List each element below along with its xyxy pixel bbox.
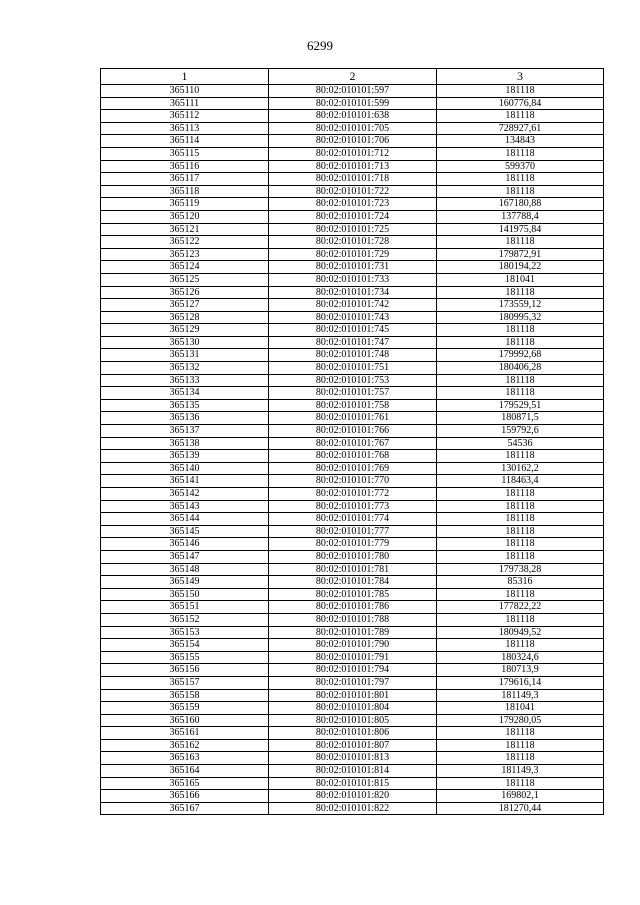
row-number-cell: 365151	[101, 601, 269, 614]
cadastral-number-cell: 80:02:010101:788	[269, 613, 437, 626]
table-row	[101, 135, 604, 148]
value-cell: 180324,6	[437, 651, 604, 664]
row-number-cell: 365154	[101, 639, 269, 652]
cadastral-number-cell: 80:02:010101:769	[269, 462, 437, 475]
row-number-cell: 365164	[101, 765, 269, 778]
table-row	[101, 399, 604, 412]
value-cell: 179992,68	[437, 349, 604, 362]
value-cell: 180995,32	[437, 311, 604, 324]
row-number-cell: 365123	[101, 248, 269, 261]
cadastral-number-cell: 80:02:010101:807	[269, 739, 437, 752]
row-number-cell: 365111	[101, 97, 269, 110]
value-cell: 181118	[437, 336, 604, 349]
column-header-1: 1	[101, 69, 269, 85]
cadastral-number-cell: 80:02:010101:786	[269, 601, 437, 614]
cadastral-number-cell: 80:02:010101:597	[269, 85, 437, 98]
table-row	[101, 739, 604, 752]
cadastral-number-cell: 80:02:010101:774	[269, 513, 437, 526]
cadastral-number-cell: 80:02:010101:781	[269, 563, 437, 576]
table-row	[101, 387, 604, 400]
row-number-cell: 365121	[101, 223, 269, 236]
value-cell: 181118	[437, 588, 604, 601]
value-cell: 599370	[437, 160, 604, 173]
table-row	[101, 210, 604, 223]
row-number-cell: 365125	[101, 273, 269, 286]
value-cell: 173559,12	[437, 299, 604, 312]
cadastral-number-cell: 80:02:010101:722	[269, 185, 437, 198]
table-row	[101, 198, 604, 211]
table-row	[101, 513, 604, 526]
table-row	[101, 286, 604, 299]
value-cell: 181118	[437, 236, 604, 249]
table-row	[101, 689, 604, 702]
cadastral-number-cell: 80:02:010101:734	[269, 286, 437, 299]
row-number-cell: 365148	[101, 563, 269, 576]
table-row	[101, 525, 604, 538]
page-number: 6299	[307, 38, 333, 53]
cadastral-number-cell: 80:02:010101:705	[269, 122, 437, 135]
row-number-cell: 365135	[101, 399, 269, 412]
table-row	[101, 437, 604, 450]
table-row	[101, 236, 604, 249]
table-row	[101, 173, 604, 186]
table-row	[101, 588, 604, 601]
cadastral-number-cell: 80:02:010101:745	[269, 324, 437, 337]
cadastral-number-cell: 80:02:010101:789	[269, 626, 437, 639]
value-cell: 181270,44	[437, 802, 604, 815]
table-row	[101, 626, 604, 639]
value-cell: 181118	[437, 387, 604, 400]
row-number-cell: 365156	[101, 664, 269, 677]
table-row	[101, 563, 604, 576]
value-cell: 181041	[437, 273, 604, 286]
table-row	[101, 185, 604, 198]
row-number-cell: 365166	[101, 790, 269, 803]
row-number-cell: 365146	[101, 538, 269, 551]
table-row	[101, 248, 604, 261]
value-cell: 181118	[437, 185, 604, 198]
row-number-cell: 365113	[101, 122, 269, 135]
row-number-cell: 365118	[101, 185, 269, 198]
value-cell: 181118	[437, 110, 604, 123]
cadastral-number-cell: 80:02:010101:784	[269, 576, 437, 589]
table-row	[101, 374, 604, 387]
table-row	[101, 538, 604, 551]
table-row	[101, 336, 604, 349]
value-cell: 180713,9	[437, 664, 604, 677]
table-row	[101, 160, 604, 173]
cadastral-number-cell: 80:02:010101:706	[269, 135, 437, 148]
cadastral-number-cell: 80:02:010101:751	[269, 362, 437, 375]
row-number-cell: 365158	[101, 689, 269, 702]
cadastral-number-cell: 80:02:010101:767	[269, 437, 437, 450]
value-cell: 181118	[437, 450, 604, 463]
value-cell: 181149,3	[437, 689, 604, 702]
value-cell: 181118	[437, 488, 604, 501]
row-number-cell: 365140	[101, 462, 269, 475]
row-number-cell: 365143	[101, 500, 269, 513]
cadastral-value-table	[100, 68, 604, 815]
cadastral-number-cell: 80:02:010101:813	[269, 752, 437, 765]
row-number-cell: 365110	[101, 85, 269, 98]
table-row	[101, 349, 604, 362]
value-cell: 181118	[437, 324, 604, 337]
cadastral-number-cell: 80:02:010101:822	[269, 802, 437, 815]
cadastral-number-cell: 80:02:010101:729	[269, 248, 437, 261]
row-number-cell: 365124	[101, 261, 269, 274]
table-row	[101, 97, 604, 110]
cadastral-number-cell: 80:02:010101:728	[269, 236, 437, 249]
cadastral-number-cell: 80:02:010101:772	[269, 488, 437, 501]
row-number-cell: 365167	[101, 802, 269, 815]
row-number-cell: 365163	[101, 752, 269, 765]
row-number-cell: 365119	[101, 198, 269, 211]
table-row	[101, 110, 604, 123]
row-number-cell: 365155	[101, 651, 269, 664]
value-cell: 179616,14	[437, 676, 604, 689]
table-row	[101, 714, 604, 727]
row-number-cell: 365141	[101, 475, 269, 488]
table-body	[101, 85, 604, 815]
table-row	[101, 450, 604, 463]
cadastral-number-cell: 80:02:010101:724	[269, 210, 437, 223]
table-row	[101, 85, 604, 98]
row-number-cell: 365153	[101, 626, 269, 639]
row-number-cell: 365132	[101, 362, 269, 375]
table-header-row	[101, 69, 604, 85]
row-number-cell: 365126	[101, 286, 269, 299]
cadastral-number-cell: 80:02:010101:805	[269, 714, 437, 727]
value-cell: 130162,2	[437, 462, 604, 475]
value-cell: 180871,5	[437, 412, 604, 425]
row-number-cell: 365128	[101, 311, 269, 324]
row-number-cell: 365116	[101, 160, 269, 173]
value-cell: 181118	[437, 639, 604, 652]
value-cell: 181118	[437, 525, 604, 538]
table-row	[101, 651, 604, 664]
value-cell: 181118	[437, 500, 604, 513]
value-cell: 181118	[437, 739, 604, 752]
cadastral-number-cell: 80:02:010101:733	[269, 273, 437, 286]
value-cell: 181118	[437, 538, 604, 551]
table-row	[101, 601, 604, 614]
table-row	[101, 324, 604, 337]
value-cell: 167180,88	[437, 198, 604, 211]
cadastral-number-cell: 80:02:010101:743	[269, 311, 437, 324]
row-number-cell: 365137	[101, 425, 269, 438]
value-cell: 137788,4	[437, 210, 604, 223]
row-number-cell: 365136	[101, 412, 269, 425]
table-row	[101, 475, 604, 488]
cadastral-number-cell: 80:02:010101:731	[269, 261, 437, 274]
row-number-cell: 365114	[101, 135, 269, 148]
column-header-3: 3	[437, 69, 604, 85]
value-cell: 180406,28	[437, 362, 604, 375]
cadastral-number-cell: 80:02:010101:712	[269, 147, 437, 160]
row-number-cell: 365131	[101, 349, 269, 362]
value-cell: 181118	[437, 513, 604, 526]
cadastral-number-cell: 80:02:010101:779	[269, 538, 437, 551]
cadastral-number-cell: 80:02:010101:815	[269, 777, 437, 790]
value-cell: 177822,22	[437, 601, 604, 614]
row-number-cell: 365160	[101, 714, 269, 727]
table-row	[101, 639, 604, 652]
value-cell: 180949,52	[437, 626, 604, 639]
cadastral-number-cell: 80:02:010101:804	[269, 702, 437, 715]
value-cell: 181118	[437, 173, 604, 186]
row-number-cell: 365161	[101, 727, 269, 740]
table-row	[101, 412, 604, 425]
cadastral-number-cell: 80:02:010101:747	[269, 336, 437, 349]
value-cell: 181041	[437, 702, 604, 715]
value-cell: 160776,84	[437, 97, 604, 110]
value-cell: 181118	[437, 777, 604, 790]
cadastral-number-cell: 80:02:010101:766	[269, 425, 437, 438]
row-number-cell: 365165	[101, 777, 269, 790]
value-cell: 181118	[437, 752, 604, 765]
value-cell: 181118	[437, 613, 604, 626]
cadastral-number-cell: 80:02:010101:777	[269, 525, 437, 538]
value-cell: 181118	[437, 286, 604, 299]
cadastral-number-cell: 80:02:010101:761	[269, 412, 437, 425]
table-row	[101, 311, 604, 324]
cadastral-number-cell: 80:02:010101:723	[269, 198, 437, 211]
table-row	[101, 122, 604, 135]
table-row	[101, 425, 604, 438]
cadastral-number-cell: 80:02:010101:790	[269, 639, 437, 652]
table-row	[101, 790, 604, 803]
table-row	[101, 777, 604, 790]
row-number-cell: 365150	[101, 588, 269, 601]
cadastral-number-cell: 80:02:010101:820	[269, 790, 437, 803]
table-row	[101, 299, 604, 312]
value-cell: 141975,84	[437, 223, 604, 236]
cadastral-number-cell: 80:02:010101:814	[269, 765, 437, 778]
table-row	[101, 613, 604, 626]
cadastral-number-cell: 80:02:010101:718	[269, 173, 437, 186]
table-row	[101, 702, 604, 715]
value-cell: 181118	[437, 727, 604, 740]
value-cell: 181118	[437, 147, 604, 160]
cadastral-number-cell: 80:02:010101:725	[269, 223, 437, 236]
row-number-cell: 365117	[101, 173, 269, 186]
table-row	[101, 273, 604, 286]
table-row	[101, 752, 604, 765]
value-cell: 181149,3	[437, 765, 604, 778]
row-number-cell: 365147	[101, 550, 269, 563]
row-number-cell: 365144	[101, 513, 269, 526]
cadastral-number-cell: 80:02:010101:638	[269, 110, 437, 123]
row-number-cell: 365122	[101, 236, 269, 249]
value-cell: 179872,91	[437, 248, 604, 261]
cadastral-number-cell: 80:02:010101:780	[269, 550, 437, 563]
cadastral-number-cell: 80:02:010101:785	[269, 588, 437, 601]
table-row	[101, 576, 604, 589]
value-cell: 169802,1	[437, 790, 604, 803]
value-cell: 179738,28	[437, 563, 604, 576]
row-number-cell: 365112	[101, 110, 269, 123]
table-row	[101, 147, 604, 160]
cadastral-number-cell: 80:02:010101:758	[269, 399, 437, 412]
cadastral-number-cell: 80:02:010101:794	[269, 664, 437, 677]
cadastral-number-cell: 80:02:010101:806	[269, 727, 437, 740]
cadastral-number-cell: 80:02:010101:797	[269, 676, 437, 689]
cadastral-number-cell: 80:02:010101:599	[269, 97, 437, 110]
table-row	[101, 550, 604, 563]
row-number-cell: 365149	[101, 576, 269, 589]
table-row	[101, 462, 604, 475]
row-number-cell: 365133	[101, 374, 269, 387]
table-row	[101, 362, 604, 375]
value-cell: 181118	[437, 374, 604, 387]
cadastral-number-cell: 80:02:010101:768	[269, 450, 437, 463]
row-number-cell: 365142	[101, 488, 269, 501]
table-row	[101, 488, 604, 501]
value-cell: 159792,6	[437, 425, 604, 438]
value-cell: 181118	[437, 550, 604, 563]
table-row	[101, 765, 604, 778]
row-number-cell: 365115	[101, 147, 269, 160]
row-number-cell: 365127	[101, 299, 269, 312]
cadastral-number-cell: 80:02:010101:773	[269, 500, 437, 513]
row-number-cell: 365129	[101, 324, 269, 337]
cadastral-number-cell: 80:02:010101:742	[269, 299, 437, 312]
table-row	[101, 664, 604, 677]
table-row	[101, 500, 604, 513]
cadastral-number-cell: 80:02:010101:753	[269, 374, 437, 387]
cadastral-number-cell: 80:02:010101:770	[269, 475, 437, 488]
row-number-cell: 365159	[101, 702, 269, 715]
cadastral-number-cell: 80:02:010101:801	[269, 689, 437, 702]
cadastral-number-cell: 80:02:010101:757	[269, 387, 437, 400]
cadastral-number-cell: 80:02:010101:748	[269, 349, 437, 362]
row-number-cell: 365157	[101, 676, 269, 689]
row-number-cell: 365120	[101, 210, 269, 223]
cadastral-number-cell: 80:02:010101:713	[269, 160, 437, 173]
value-cell: 85316	[437, 576, 604, 589]
table-row	[101, 261, 604, 274]
table-row	[101, 727, 604, 740]
value-cell: 180194,22	[437, 261, 604, 274]
cadastral-number-cell: 80:02:010101:791	[269, 651, 437, 664]
value-cell: 179529,51	[437, 399, 604, 412]
row-number-cell: 365162	[101, 739, 269, 752]
row-number-cell: 365134	[101, 387, 269, 400]
row-number-cell: 365145	[101, 525, 269, 538]
column-header-2: 2	[269, 69, 437, 85]
row-number-cell: 365138	[101, 437, 269, 450]
row-number-cell: 365130	[101, 336, 269, 349]
row-number-cell: 365152	[101, 613, 269, 626]
value-cell: 118463,4	[437, 475, 604, 488]
value-cell: 134843	[437, 135, 604, 148]
table-row	[101, 223, 604, 236]
value-cell: 54536	[437, 437, 604, 450]
row-number-cell: 365139	[101, 450, 269, 463]
table-row	[101, 676, 604, 689]
value-cell: 179280,05	[437, 714, 604, 727]
value-cell: 728927,61	[437, 122, 604, 135]
table-row	[101, 802, 604, 815]
value-cell: 181118	[437, 85, 604, 98]
